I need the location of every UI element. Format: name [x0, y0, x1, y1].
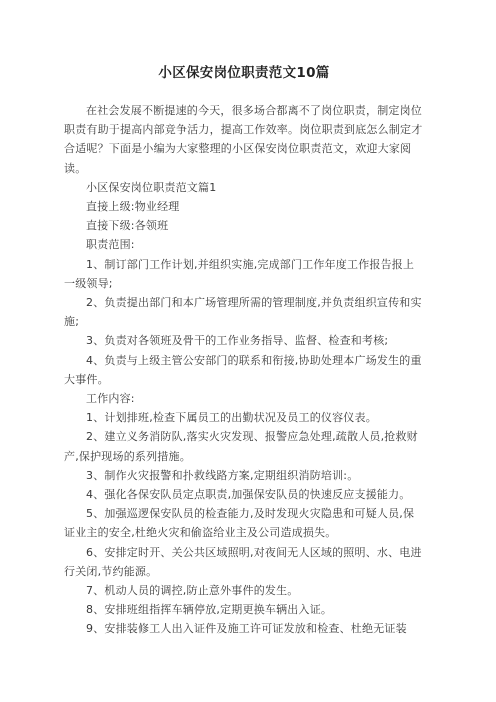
paragraph: 小区保安岗位职责范文篇1 [86, 180, 217, 194]
paragraph: 9、安排装修工人出入证件及施工许可证发放和检查、杜绝无证装 [86, 622, 407, 636]
paragraph: 4、负责与上级主管公安部门的联系和衔接,协助处理本广场发生的重大事件。 [64, 353, 422, 386]
document-body [64, 101, 424, 639]
paragraph: 8、安排班组指挥车辆停放,定期更换车辆出入证。 [86, 603, 333, 617]
paragraph: 职责范围: [86, 238, 135, 252]
paragraph: 在社会发展不断提速的今天，很多场合都离不了岗位职责，制定岗位职责有助于提高内部竞争活力，提高工作效率。岗位职责到底怎么制定才合适呢？下面是小编为大家整理的小区保安岗位职责范文，欢迎大家阅读。 [64, 104, 423, 175]
paragraph: 6、安排定时开、关公共区域照明,对夜间无人区域的照明、水、电进行关闭,节约能源。 [64, 545, 422, 578]
document-title: 小区保安岗位职责范文10篇 [158, 65, 330, 81]
paragraph: 1、制订部门工作计划,并组织实施,完成部门工作年度工作报告报上一级领导; [64, 257, 415, 290]
paragraph: 直接下级:各领班 [86, 219, 169, 233]
paragraph: 2、建立义务消防队,落实火灾发现、报警应急处理,疏散人员,抢救财产,保护现场的系列措施。 [64, 430, 418, 463]
paragraph: 直接上级:物业经理 [86, 200, 180, 214]
paragraph: 工作内容: [86, 392, 135, 406]
paragraph: 3、负责对各领班及骨干的工作业务指导、监督、检查和考核; [86, 334, 389, 348]
paragraph: 2、负责提出部门和本广场管理所需的管理制度,并负责组织宣传和实施; [64, 296, 422, 329]
paragraph: 7、机动人员的调控,防止意外事件的发生。 [86, 584, 299, 598]
paragraph: 3、制作火灾报警和扑救线路方案,定期组织消防培训:。 [86, 468, 359, 482]
paragraph: 5、加强巡逻保安队员的检查能力,及时发现火灾隐患和可疑人员,保证业主的安全,杜绝火灾和偷盗给业主及公司造成损失。 [64, 507, 415, 540]
paragraph: 4、强化各保安队员定点职责,加强保安队员的快速反应支援能力。 [86, 488, 411, 502]
paragraph: 1、计划排班,检查下属员工的出勤状况及员工的仪容仪表。 [86, 411, 377, 425]
